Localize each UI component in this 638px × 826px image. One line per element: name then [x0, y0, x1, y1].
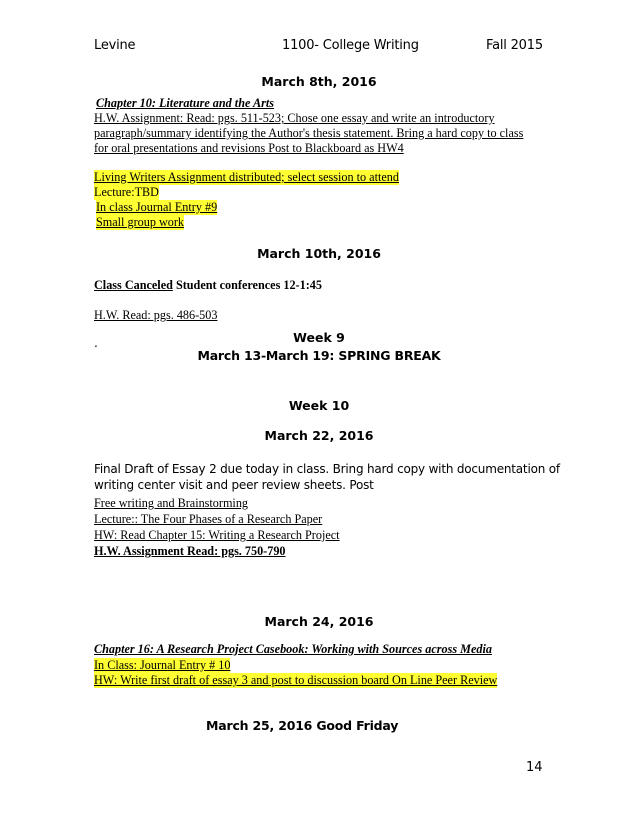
header-course: 1100- College Writing	[282, 38, 419, 53]
page-number: 14	[526, 760, 543, 775]
date-march-8: March 8th, 2016	[261, 74, 377, 89]
hw-read-chapter-15: HW: Read Chapter 15: Writing a Research Project	[94, 528, 340, 542]
hw-read-486: H.W. Read: pgs. 486-503	[94, 308, 218, 322]
good-friday: March 25, 2016 Good Friday	[206, 718, 399, 733]
final-draft-line-1: Final Draft of Essay 2 due today in class. Bring hard copy with documentation of	[94, 462, 560, 476]
journal-entry-9: In class Journal Entry #9	[96, 200, 218, 214]
dot-marker: .	[94, 336, 98, 350]
student-conferences: Student conferences 12-1:45	[172, 278, 322, 292]
hw4-line-2: paragraph/summary identifying the Author's thesis statement. Bring a hard copy to class	[94, 126, 524, 140]
header-author: Levine	[94, 38, 136, 53]
journal-entry-10: In Class: Journal Entry # 10	[94, 658, 231, 672]
small-group-work: Small group work	[96, 215, 185, 229]
hw-assignment-750: H.W. Assignment Read: pgs. 750-790	[94, 544, 286, 558]
spring-break-range: March 13-March 19: SPRING BREAK	[197, 348, 441, 363]
hw4-line-1: H.W. Assignment: Read: pgs. 511-523; Chose one essay and write an introductory	[94, 111, 495, 125]
date-march-24: March 24, 2016	[264, 614, 374, 629]
hw4-line-3: for oral presentations and revisions Post to Blackboard as HW4	[94, 141, 404, 155]
final-draft-line-2: writing center visit and peer review sheets. Post	[94, 478, 374, 492]
conference-line	[94, 278, 322, 293]
header-term: Fall 2015	[486, 38, 543, 53]
week-10-label: Week 10	[288, 398, 350, 413]
class-canceled-label: Class Canceled	[94, 278, 173, 292]
hw-first-draft-essay-3: HW: Write first draft of essay 3 and post to discussion board On Line Peer Review	[94, 673, 498, 687]
lecture-four-phases: Lecture:: The Four Phases of a Research Paper	[94, 512, 323, 526]
week-9-label: Week 9	[293, 330, 345, 345]
date-march-10: March 10th, 2016	[257, 246, 381, 261]
chapter-16-title: Chapter 16: A Research Project Casebook: Working with Sources across Media	[94, 642, 492, 656]
free-writing: Free writing and Brainstorming	[94, 496, 249, 510]
lecture-tbd: Lecture:TBD	[94, 185, 159, 199]
date-march-22: March 22, 2016	[264, 428, 374, 443]
chapter-10-title: Chapter 10: Literature and the Arts	[96, 96, 274, 110]
living-writers-note: Living Writers Assignment distributed; select session to attend	[94, 170, 399, 184]
